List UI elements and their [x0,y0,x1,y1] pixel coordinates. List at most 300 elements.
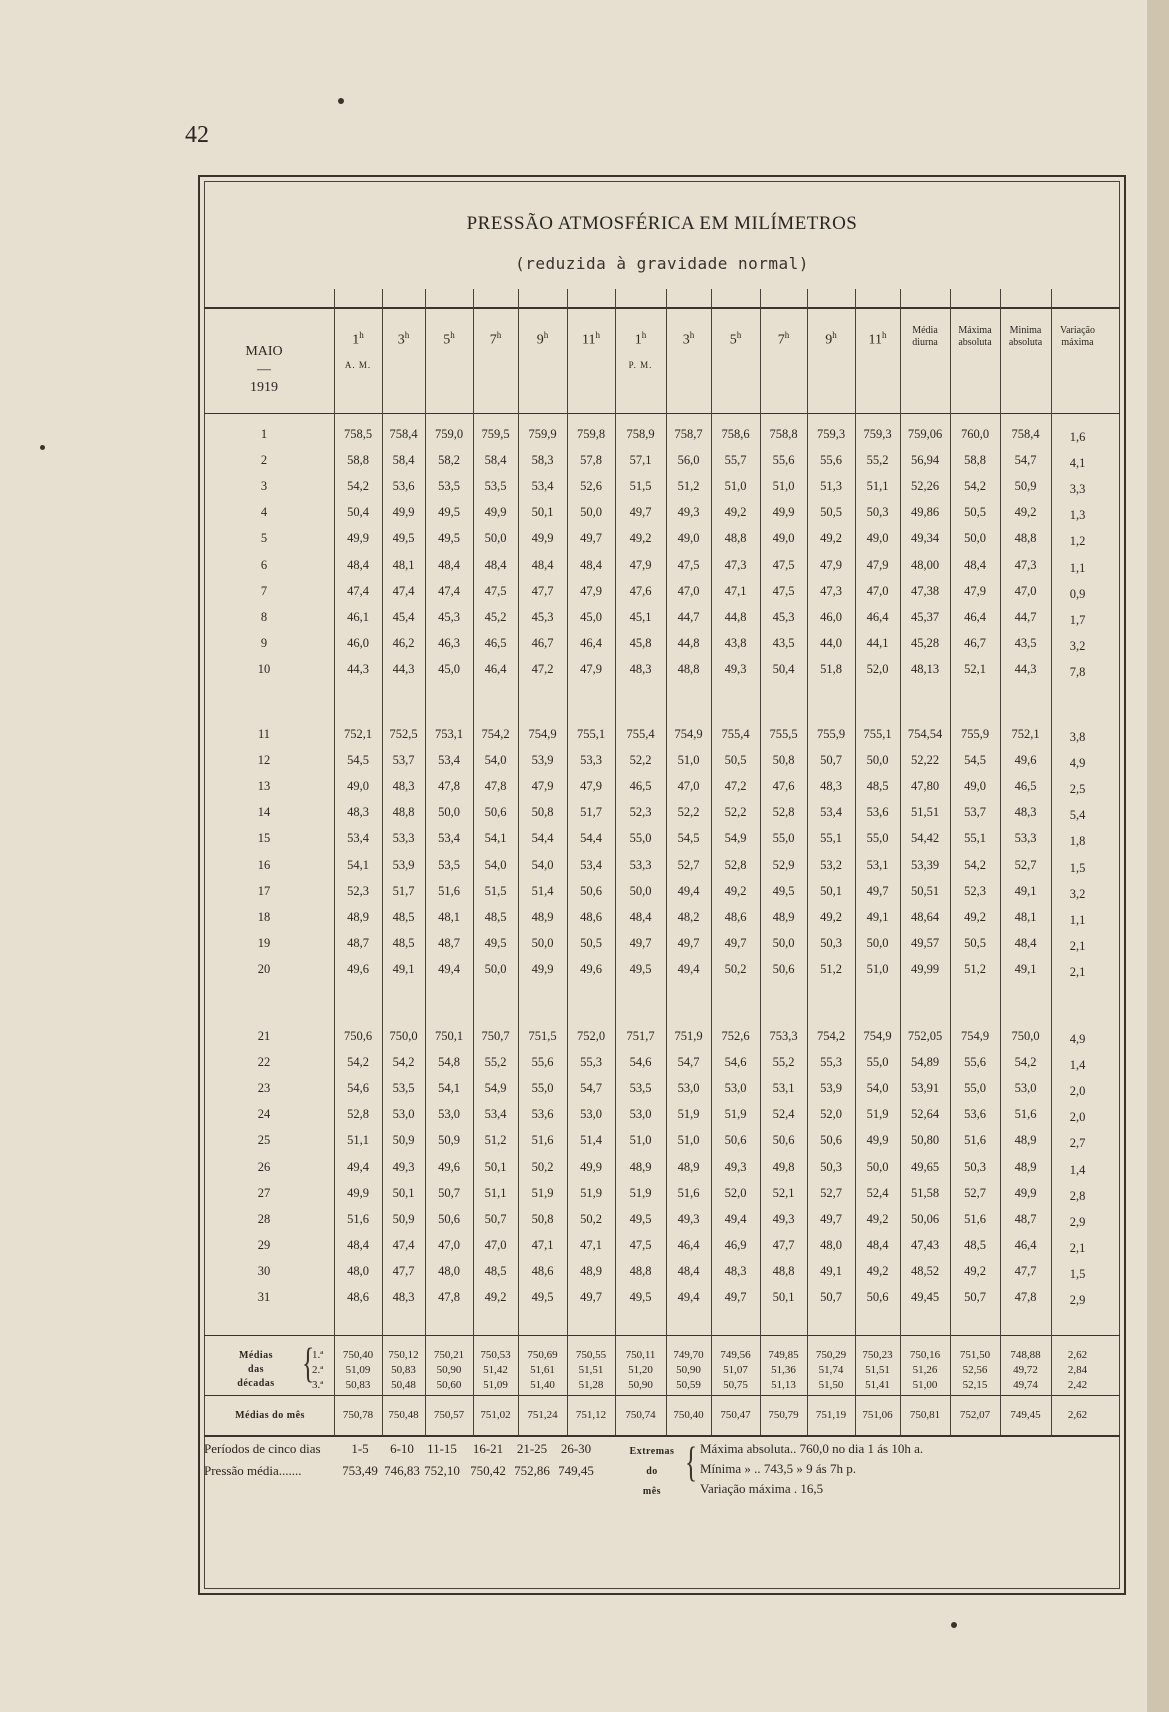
table-cell: 52,0 [866,662,889,676]
table-cell: 3,2 [1069,887,1086,901]
table-cell: 2,1 [1069,1241,1086,1255]
period-pressure: 753,49 [342,1463,378,1478]
table-cell: 48,4 [484,558,507,572]
table-cell: 758,5 [343,427,373,441]
table-cell: 48,13 [910,662,940,676]
table-cell: 53,4 [484,1107,507,1121]
table-cell: 54,6 [347,1081,369,1095]
table-cell: 52,4 [772,1107,795,1121]
table-cell: 50,3 [866,505,889,519]
table-cell: 47,1 [531,1238,554,1252]
table-cell: 49,1 [1014,962,1037,976]
table-row [200,584,1124,600]
table-cell: 758,4 [1011,427,1040,441]
table-cell: 750,7 [481,1029,510,1043]
table-cell: 759,0 [434,427,464,441]
table-cell: 52,7 [1014,858,1037,872]
table-cell: 752,1 [343,727,373,741]
month-mean-cell: 750,81 [909,1409,941,1421]
day-number: 16 [257,858,271,872]
table-frame [198,175,1126,1595]
pm-label: P. M. [628,359,653,370]
table-cell: 49,4 [677,962,700,976]
table-cell: 55,6 [820,453,842,467]
table-cell: 47,5 [772,584,795,598]
table-cell: 50,6 [866,1290,889,1304]
table-cell: 50,80 [910,1133,940,1147]
table-cell: 49,4 [677,884,700,898]
period-range: 21-25 [516,1441,548,1456]
table-cell: 58,8 [347,453,369,467]
table-cell: 54,9 [484,1081,507,1095]
table-cell: 52,1 [964,662,986,676]
table-cell: 754,9 [863,1029,892,1043]
table-cell: 755,9 [960,727,990,741]
hour-mark: h [736,330,742,340]
page-number: 42 [185,122,209,148]
period-pressure: 746,83 [384,1463,420,1478]
table-cell: 758,4 [389,427,418,441]
table-cell: 50,6 [772,962,795,976]
table-cell: 49,5 [484,936,507,950]
table-cell: 55,0 [772,831,795,845]
hour-number: 7 [489,332,497,348]
table-cell: 44,7 [1014,610,1037,624]
table-cell: 3,3 [1069,482,1086,496]
table-cell: 46,4 [964,610,986,624]
table-cell: 1,4 [1069,1058,1086,1072]
table-cell: 48,8 [677,662,700,676]
table-cell: 48,8 [1014,531,1037,545]
table-cell: 759,06 [907,427,943,441]
period-range: 16-21 [472,1441,504,1456]
variacao-maxima-header-line: máxima [1061,337,1094,348]
table-cell: 47,9 [964,584,986,598]
table-cell: 48,8 [392,805,415,819]
table-cell: 48,4 [347,1238,369,1252]
table-cell: 48,3 [392,779,415,793]
table-row [200,479,1124,495]
table-cell: 49,1 [820,1264,842,1278]
table-cell: 45,28 [910,636,940,650]
hour-header-4 [473,327,518,349]
table-cell: 46,5 [484,636,507,650]
day-number: 25 [257,1133,271,1147]
decade-cell: 51,36 [771,1364,796,1376]
table-cell: 53,6 [531,1107,554,1121]
table-cell: 50,5 [820,505,842,519]
table-cell: 47,4 [392,584,415,598]
table-cell: 753,3 [769,1029,798,1043]
table-cell: 53,1 [772,1081,795,1095]
decade-cell: 50,75 [723,1379,748,1391]
table-cell: 50,8 [531,805,554,819]
table-cell: 50,2 [724,962,747,976]
table-cell: 53,5 [629,1081,652,1095]
hour-mark: h [496,330,502,340]
table-cell: 47,7 [531,584,554,598]
table-cell: 53,5 [438,858,460,872]
table-cell: 52,6 [580,479,602,493]
table-cell: 49,5 [438,505,460,519]
table-cell: 49,3 [392,1160,415,1174]
table-cell: 51,0 [724,479,747,493]
hour-mark: h [832,330,837,340]
table-cell: 759,9 [528,427,557,441]
table-cell: 46,5 [1014,779,1037,793]
table-cell: 51,8 [820,662,842,676]
table-cell: 47,9 [580,779,602,793]
table-cell: 2,1 [1069,965,1086,979]
table-cell: 759,5 [481,427,510,441]
table-row [200,858,1124,874]
table-cell: 54,6 [724,1055,747,1069]
table-cell: 55,3 [580,1055,602,1069]
table-cell: 52,22 [910,753,940,767]
table-cell: 55,1 [820,831,842,845]
table-cell: 57,8 [580,453,602,467]
table-cell: 50,0 [580,505,602,519]
table-cell: 50,9 [392,1133,415,1147]
table-cell: 47,8 [484,779,507,793]
table-cell: 53,4 [531,479,554,493]
hour-mark: h [359,330,364,340]
table-cell: 53,7 [964,805,986,819]
minima-absoluta-header-line: Minima [1009,325,1042,336]
table-cell: 47,0 [677,779,700,793]
table-cell: 750,0 [1011,1029,1040,1043]
table-cell: 50,0 [964,531,986,545]
table-cell: 48,4 [347,558,369,572]
hour-header-6 [567,327,615,349]
table-cell: 56,0 [677,453,700,467]
table-row [200,636,1124,652]
decade-cell: 50,48 [391,1379,416,1391]
table-cell: 48,7 [347,936,369,950]
month-mean-cell: 750,40 [673,1409,704,1421]
table-cell: 52,7 [964,1186,986,1200]
hour-header-7 [615,327,666,373]
table-cell: 54,2 [964,858,986,872]
table-cell: 47,0 [1014,584,1037,598]
table-cell: 51,5 [629,479,652,493]
table-cell: 49,8 [772,1160,795,1174]
day-number: 7 [260,584,268,598]
table-cell: 49,0 [772,531,795,545]
day-number: 30 [257,1264,271,1278]
table-cell: 54,0 [866,1081,889,1095]
decade-cell: 50,83 [345,1379,371,1391]
table-cell: 53,3 [392,831,415,845]
decade-cell: 750,69 [527,1349,558,1361]
table-cell: 50,0 [866,753,889,767]
table-cell: 752,5 [389,727,418,741]
hour-header-2 [382,327,425,349]
decade-cell: 50,83 [391,1364,416,1376]
decade-cell: 750,12 [388,1349,419,1361]
table-cell: 51,9 [531,1186,554,1200]
table-cell: 50,51 [910,884,940,898]
table-cell: 48,9 [677,1160,700,1174]
table-cell: 50,7 [820,1290,842,1304]
decade-cell: 51,26 [912,1364,938,1376]
table-cell: 50,1 [531,505,554,519]
table-cell: 51,7 [580,805,602,819]
table-cell: 54,7 [1014,453,1037,467]
table-cell: 759,8 [576,427,606,441]
table-row [200,910,1124,926]
table-cell: 47,4 [438,584,460,598]
table-cell: 47,9 [580,662,602,676]
decade-cell: 2,42 [1067,1379,1088,1391]
month-mean-cell: 750,79 [768,1409,799,1421]
decade-cell: 750,23 [862,1349,893,1361]
day-number: 29 [257,1238,271,1252]
table-cell: 51,0 [677,1133,700,1147]
table-cell: 752,6 [721,1029,750,1043]
table-cell: 48,2 [677,910,700,924]
table-cell: 50,9 [392,1212,415,1226]
table-cell: 754,9 [674,727,703,741]
table-cell: 48,1 [392,558,415,572]
table-cell: 53,0 [724,1081,747,1095]
table-row [200,1212,1124,1228]
decade-cell: 749,70 [673,1349,704,1361]
decades-label: das [248,1364,264,1375]
table-cell: 50,9 [1014,479,1037,493]
decade-cell: 51,07 [723,1364,748,1376]
table-cell: 49,7 [677,936,700,950]
table-cell: 48,4 [531,558,554,572]
day-number: 11 [257,727,271,741]
table-cell: 52,0 [820,1107,842,1121]
table-cell: 54,9 [724,831,747,845]
variacao-maxima-header-line: Variação [1060,325,1095,336]
table-cell: 2,7 [1069,1136,1086,1150]
table-cell: 54,1 [347,858,369,872]
table-cell: 47,5 [677,558,700,572]
hour-number: 9 [825,332,833,348]
page-edge [1147,0,1169,1712]
table-cell: 48,0 [820,1238,842,1252]
table-row [200,1238,1124,1254]
table-cell: 755,4 [626,727,655,741]
table-cell: 49,2 [964,910,986,924]
hour-number: 11 [582,332,596,348]
table-row [200,779,1124,795]
table-cell: 50,0 [629,884,652,898]
table-cell: 50,6 [820,1133,842,1147]
table-row [200,805,1124,821]
table-cell: 52,7 [677,858,700,872]
day-number: 22 [257,1055,271,1069]
table-cell: 52,26 [910,479,940,493]
table-cell: 55,0 [866,1055,889,1069]
table-cell: 50,2 [580,1212,602,1226]
table-cell: 51,6 [531,1133,554,1147]
table-cell: 45,0 [580,610,602,624]
table-row [200,1264,1124,1280]
table-cell: 55,6 [772,453,795,467]
table-cell: 43,5 [1014,636,1037,650]
table-cell: 49,1 [866,910,889,924]
table-cell: 49,2 [964,1264,986,1278]
decade-cell: 2,62 [1067,1349,1088,1361]
table-cell: 54,4 [531,831,554,845]
table-cell: 50,6 [438,1212,460,1226]
table-cell: 49,65 [910,1160,940,1174]
table-cell: 47,9 [531,779,554,793]
table-cell: 48,5 [964,1238,986,1252]
table-cell: 55,6 [531,1055,554,1069]
table-cell: 48,0 [438,1264,460,1278]
am-label: A. M. [344,359,372,370]
table-cell: 52,3 [964,884,986,898]
table-cell: 49,7 [724,936,747,950]
table-cell: 53,0 [629,1107,652,1121]
table-cell: 758,8 [769,427,798,441]
decade-cell: 750,16 [909,1349,941,1361]
table-cell: 48,9 [1014,1133,1037,1147]
table-cell: 51,1 [866,479,889,493]
table-cell: 50,1 [484,1160,507,1174]
table-cell: 48,4 [438,558,460,572]
decade-cell: 51,42 [483,1364,508,1376]
table-cell: 54,2 [964,479,986,493]
table-cell: 47,3 [820,584,842,598]
table-cell: 54,1 [484,831,507,845]
hour-mark: h [543,330,549,340]
pressure-label: Pressão média....... [204,1463,302,1478]
table-cell: 54,1 [438,1081,460,1095]
table-cell: 51,2 [484,1133,507,1147]
table-cell: 48,3 [1014,805,1037,819]
table-cell: 49,2 [724,505,747,519]
decade-cell: 52,15 [962,1379,988,1391]
table-cell: 51,9 [677,1107,700,1121]
table-row [200,531,1124,547]
decade-cell: 2,84 [1067,1364,1088,1376]
decade-cell: 750,29 [815,1349,847,1361]
media-diurna-header-line: Média [912,325,938,336]
table-cell: 760,0 [960,427,990,441]
table-cell: 44,8 [724,610,747,624]
hour-mark: h [689,330,695,340]
table-cell: 45,37 [910,610,940,624]
table-cell: 47,8 [438,1290,460,1304]
month-mean-cell: 751,19 [815,1409,847,1421]
period-range: 26-30 [560,1441,592,1456]
table-cell: 50,0 [438,805,460,819]
table-cell: 49,7 [580,531,602,545]
table-cell: 49,3 [724,1160,747,1174]
table-cell: 46,7 [964,636,986,650]
table-subtitle: (reduzida à gravidade normal) [515,254,809,273]
table-cell: 49,57 [910,936,940,950]
table-row [200,1029,1124,1045]
table-cell: 48,7 [438,936,460,950]
variacao-maxima-header [1051,325,1104,349]
hour-header-3 [425,327,473,349]
hour-number: 1 [634,332,642,348]
table-cell: 50,0 [484,531,507,545]
table-cell: 48,6 [724,910,747,924]
table-cell: 2,0 [1069,1110,1086,1124]
table-cell: 53,7 [392,753,415,767]
table-row [200,936,1124,952]
table-cell: 47,4 [347,584,369,598]
table-cell: 1,6 [1069,430,1086,444]
month-mean-cell: 751,06 [862,1409,893,1421]
table-cell: 55,0 [531,1081,554,1095]
table-cell: 48,9 [629,1160,652,1174]
table-cell: 48,6 [580,910,602,924]
hour-header-10 [760,327,807,349]
ink-dot [40,445,45,450]
table-cell: 48,52 [910,1264,940,1278]
table-cell: 53,6 [866,805,889,819]
table-cell: 50,5 [724,753,747,767]
table-row [200,884,1124,900]
table-cell: 50,6 [724,1133,747,1147]
decade-cell: 51,13 [771,1379,796,1391]
table-cell: 758,6 [721,427,750,441]
table-cell: 49,9 [484,505,507,519]
table-cell: 53,1 [866,858,889,872]
ink-dot [951,1622,957,1628]
table-cell: 49,3 [772,1212,795,1226]
table-cell: 52,1 [772,1186,795,1200]
table-cell: 50,5 [580,936,602,950]
extremas-brace: { [685,1440,698,1486]
table-cell: 54,7 [677,1055,700,1069]
table-cell: 56,94 [910,453,940,467]
table-cell: 57,1 [629,453,652,467]
table-cell: 50,0 [866,1160,889,1174]
table-cell: 47,1 [580,1238,602,1252]
extremas-label-3: mês [642,1486,662,1497]
table-cell: 44,3 [392,662,415,676]
table-cell: 49,34 [910,531,940,545]
extremas-label-1: Extremas [629,1446,675,1457]
decade-cell: 748,88 [1010,1349,1041,1361]
table-cell: 48,4 [866,1238,889,1252]
table-cell: 51,6 [964,1212,986,1226]
hour-header-12 [855,327,900,349]
day-number: 10 [257,662,271,676]
table-cell: 1,7 [1069,613,1086,627]
day-number: 14 [257,805,271,819]
table-cell: 51,1 [347,1133,369,1147]
table-cell: 44,7 [677,610,700,624]
table-cell: 2,9 [1069,1215,1086,1229]
table-cell: 47,7 [772,1238,795,1252]
table-cell: 47,5 [629,1238,652,1252]
table-cell: 50,7 [964,1290,986,1304]
table-cell: 49,1 [1014,884,1037,898]
decade-number: 2.ª [312,1364,324,1376]
decades-label: Médias [238,1350,274,1361]
table-cell: 49,9 [531,531,554,545]
table-cell: 52,3 [629,805,652,819]
table-cell: 50,5 [964,505,986,519]
table-cell: 49,5 [629,962,652,976]
period-range: 11-15 [427,1441,457,1456]
table-cell: 51,6 [964,1133,986,1147]
decade-cell: 50,90 [628,1379,653,1391]
table-cell: 50,0 [772,936,795,950]
table-cell: 48,7 [1014,1212,1037,1226]
